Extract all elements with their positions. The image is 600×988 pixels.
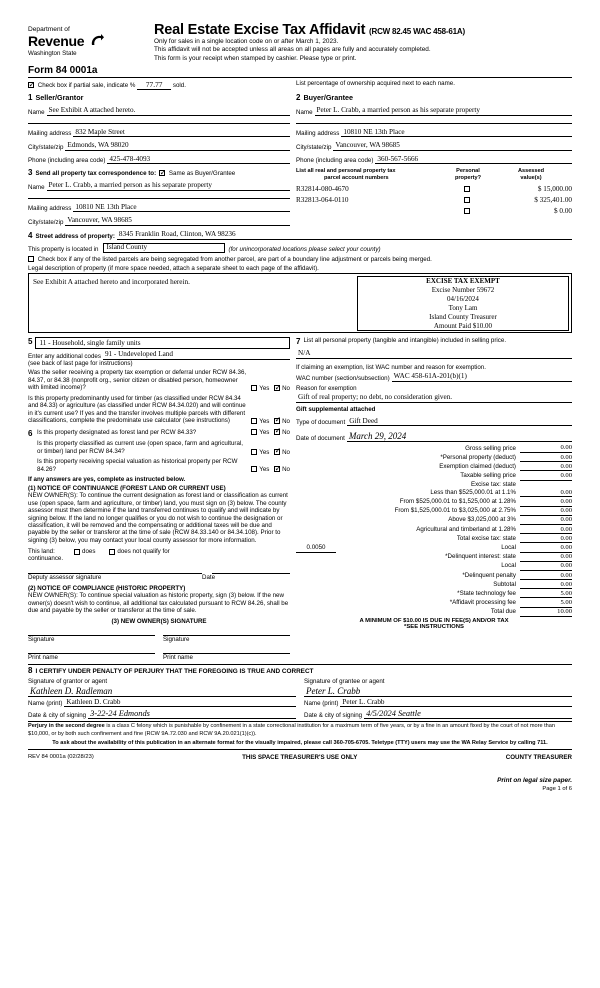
q5-1-no-checkbox[interactable] <box>274 385 280 391</box>
partial-sale-sold: sold. <box>172 82 186 90</box>
additional-codes-row: Enter any additional codes 91 - Undeveloped Land <box>28 351 290 360</box>
correspondence-heading: 3 Send all property tax correspondence to: ✓ Same as Buyer/Grantee <box>28 168 290 177</box>
segregation-checkbox[interactable] <box>28 256 34 262</box>
use-code-section <box>28 337 296 662</box>
grantor-date-input[interactable]: 3-22-24 Edmonds <box>88 708 296 719</box>
partial-sale-row <box>28 80 572 90</box>
rev-number: REV 84 0001a (02/28/23) <box>28 754 94 760</box>
doc-date-input[interactable]: March 29, 2024 <box>347 431 572 442</box>
property-address-section <box>28 231 572 333</box>
header-divider <box>28 77 572 78</box>
correspondence-section <box>28 168 296 226</box>
amount-tier-4[interactable]: 0.00 <box>520 515 572 524</box>
grantee-date-row: Date & city of signing 4/5/2024 Seattle <box>304 708 572 719</box>
doc-type-input[interactable]: Gift Deed <box>347 417 572 426</box>
q6-2-yes-checkbox[interactable] <box>251 449 257 455</box>
table-row: From $1,525,000.01 to $3,025,000 at 2.75% 0.00 <box>394 507 572 515</box>
seller-name-row: Name See Exhibit A attached hereto. <box>28 107 290 116</box>
amount-delinquent-penalty[interactable]: 0.00 <box>520 570 572 579</box>
buyer-phone-input[interactable]: 360-567-5666 <box>375 155 572 164</box>
forest-land-question: 6 Is this property designated as forest land per RCW 84.33? Yes ✓No <box>28 429 290 438</box>
land-does-qualify-checkbox[interactable] <box>74 549 80 555</box>
parcel-assessed-value[interactable]: $ 0.00 <box>554 207 572 216</box>
seller-phone-input[interactable]: 425-478-4093 <box>107 155 290 164</box>
seller-mailing-row: Mailing address 832 Maple Street <box>28 128 290 137</box>
grantor-name-row: Name (print) Kathleen D. Crabb <box>28 698 296 707</box>
segregation-row: Check box if any of the listed parcels are being segregated from another parcel, are part of a boundary line adjustment or parcels being merged. <box>28 256 572 263</box>
reason-label: Reason for exemption <box>296 384 357 392</box>
seller-name-input[interactable]: See Exhibit A attached hereto. <box>47 107 290 116</box>
table-row: Gross selling price 0.00 <box>465 444 572 452</box>
table-row: Excise tax: state <box>470 480 516 488</box>
table-row: Exemption claimed (deduct) 0.00 <box>439 462 572 470</box>
excise-tax-table-2 <box>296 553 572 617</box>
see-instructions-note: *SEE INSTRUCTIONS <box>404 623 464 630</box>
gift-supplemental-title: Gift supplemental attached <box>296 405 376 413</box>
amount-tier-1[interactable]: 0.00 <box>520 488 572 497</box>
parcel-table-section <box>296 168 572 226</box>
ada-note: To ask about the availability of this publication in an alternate format for the visually impaired, please call 360-705-6705. Teletype (TTY) users may use the WA Relay Service by calling 711. <box>52 739 548 746</box>
q5-2-no-checkbox[interactable] <box>274 418 280 424</box>
corr-name-line2[interactable] <box>28 191 290 199</box>
amount-affidavit-processing-fee[interactable]: 5.00 <box>520 598 572 607</box>
amount-ag-timber[interactable]: 0.00 <box>520 524 572 533</box>
header-sub-3: This form is your receipt when stamped by cashier. Please type or print. <box>154 54 357 62</box>
notice-continuance-body: NEW OWNER(S): To continue the current designation as forest land or classification as current use (open space, farm and agriculture, or timber) land, you must sign on (3) below. The county assessor must then determine if the land transferred continues to qualify and will indicate by signing below. If the land no longer qualifies or you do not wish to continue the designation or classification, it will be removed and the compensating or additional taxes will be due and payable by the seller or transferor at the time of sale (RCW 84.33.140 or 84.34.108). Prior to signing (3) below, you may contact your local county assessor for more information. <box>28 492 288 544</box>
corr-city-row: City/state/zip Vancouver, WA 98685 <box>28 217 290 226</box>
grantor-name-input[interactable]: Kathleen D. Crabb <box>64 698 296 707</box>
use-code-row: 5 11 - Household, single family units <box>28 337 290 349</box>
ownership-note: List percentage of ownership acquired next to each name. <box>296 80 455 88</box>
additional-codes-note: (see back of last page for instructions) <box>28 359 133 367</box>
table-row: *Delinquent penalty 0.00 <box>462 571 572 579</box>
assessed-col-header: Assessed value(s) <box>517 168 545 182</box>
personal-property-section <box>296 337 572 662</box>
q6-1-no-checkbox[interactable] <box>274 429 280 435</box>
certify-divider <box>28 664 572 665</box>
deputy-labels-row: Deputy assessor signature Date <box>28 574 216 582</box>
amount-tier-3[interactable]: 0.00 <box>520 506 572 515</box>
parcel-col-header: List all real and personal property tax parcel account numbers <box>296 168 396 182</box>
minimum-due-note: A MINIMUM OF $10.00 IS DUE IN FEE(S) AND/OR TAX <box>359 617 509 624</box>
buyer-title: Buyer/Grantee <box>303 93 353 103</box>
doc-type-row: Type of document Gift Deed <box>296 417 572 426</box>
timber-ag-question: Is this property predominantly used for timber (as classified under RCW 84.34 and 84.33) or agriculture (as classified under RCW 84.34.020) and will continue in it's current use? If yes and the transfer involves multiple parcels with different classifications, complete the predominate use calculator (see instructions) Yes ✓No <box>28 395 290 425</box>
q6-2-no-checkbox[interactable] <box>274 449 280 455</box>
continuance-word: continuance. <box>28 555 64 563</box>
notice-compliance-body: NEW OWNER(S): To continue special valuation as historic property, sign (3) below. If the new owner(s) doesn't wish to continue, all additional tax calculated pursuant to RCW 84.26, shall be due and payable by the seller or transferor at the time of sale. <box>28 592 289 614</box>
amount-state-technology-fee[interactable]: 5.00 <box>520 589 572 598</box>
table-row: Less than $525,000.01 at 1.1% 0.00 <box>430 488 572 497</box>
land-use-code-select[interactable]: 11 - Household, single family units <box>35 337 290 349</box>
amount-exemption-claimed[interactable]: 0.00 <box>520 462 572 471</box>
title-block <box>146 22 572 63</box>
correspondence-label: Send all property tax correspondence to: <box>35 170 157 178</box>
treasurer-use-label: THIS SPACE TREASURER'S USE ONLY <box>242 754 358 761</box>
agency-name: Revenue <box>28 33 146 50</box>
excise-tax-table <box>296 444 572 544</box>
seller-city-row: City/state/zip Edmonds, WA 98020 <box>28 142 290 151</box>
header-sub-2: This affidavit will not be accepted unless all areas on all pages are fully and accurately completed. <box>154 46 431 54</box>
seller-title: Seller/Grantor <box>35 93 84 103</box>
street-address-input[interactable]: 8345 Franklin Road, Clinton, WA 98236 <box>117 231 572 240</box>
same-as-buyer-label: Same as Buyer/Grantee <box>168 170 236 178</box>
amount-subtotal[interactable]: 0.00 <box>520 580 572 589</box>
seller-section <box>28 93 296 164</box>
buyer-phone-row: Phone (including area code) 360-567-5666 <box>296 155 572 164</box>
page-title: Real Estate Excise Tax Affidavit (RCW 82.45 WAC 458-61A) <box>154 22 465 38</box>
q6-1-yes-checkbox[interactable] <box>251 429 257 435</box>
tax-exemption-question: Was the seller receiving a property tax exemption or deferral under RCW 84.36, 84.37, or 84.38 (nonprofit org., senior citizen or disabled person, homeowner with limited income)? Yes ✓No <box>28 369 290 392</box>
excise-tax-exempt-stamp: EXCISE TAX EXEMPT Excise Number 59672 04/16/2024 Tony Lam Island County Treasurer Amount Paid $10.00 <box>357 276 569 331</box>
corr-mailing-row: Mailing address 10810 NE 13th Place <box>28 203 290 212</box>
amount-total-due[interactable]: 10.00 <box>520 607 572 616</box>
buyer-heading: 2 Buyer/Grantee <box>296 93 353 103</box>
notice-continuance-title: (1) NOTICE OF CONTINUANCE (FOREST LAND OR CURRENT USE) <box>28 485 226 493</box>
parcel-account-input[interactable]: R32813-064-0110 <box>296 196 349 205</box>
buyer-city-input[interactable]: Vancouver, WA 98685 <box>333 142 572 151</box>
parcel-account-input[interactable] <box>296 204 446 215</box>
parcel-table <box>296 168 572 215</box>
parcel-assessed-value[interactable]: $ 325,401.00 <box>534 196 572 205</box>
grantor-sign-block: Signature of grantor or agent Kathleen D. Radleman Name (print) Kathleen D. Crabb Date & city of signing 3-22-24 Edmonds <box>28 678 304 719</box>
seller-phone-row: Phone (including area code) 425-478-4093 <box>28 155 290 164</box>
corr-name-row: Name Peter L. Crabb, a married person as his separate property <box>28 182 290 191</box>
grantor-signature-input[interactable]: Kathleen D. Radleman <box>28 685 296 697</box>
grantor-date-row: Date & city of signing 3-22-24 Edmonds <box>28 708 296 719</box>
personal-col-header: Personal property? <box>454 168 482 182</box>
corr-name-input[interactable]: Peter L. Crabb, a married person as his separate property <box>47 182 290 191</box>
grantee-name-input[interactable]: Peter L. Crabb <box>340 698 572 707</box>
wac-number-input[interactable]: WAC 458-61A-201(b)(1) <box>392 373 572 382</box>
partial-sale-label: Check box if partial sale, indicate % <box>37 82 136 90</box>
land-does-not-qualify-checkbox[interactable] <box>109 549 115 555</box>
footer-divider-2 <box>28 749 572 750</box>
table-row: *Delinquent interest: state 0.00 <box>445 553 572 561</box>
certification-section <box>28 666 572 719</box>
current-use-question: Is this property classified as current use (open space, farm and agricultural, or timber) land per RCW 84.34? Yes ✓No <box>28 440 290 455</box>
legal-description-box[interactable]: See Exhibit A attached hereto and incorporated herein. EXCISE TAX EXEMPT Excise Number 59672 04/16/2024 Tony Lam Island County Treasurer Amount Paid $10.00 <box>28 273 572 333</box>
local-rate[interactable]: 0.0050 <box>296 543 336 552</box>
page-number: Page 1 of 6 <box>542 786 572 792</box>
corr-city-input[interactable]: Vancouver, WA 98685 <box>65 217 290 226</box>
table-row <box>296 204 572 215</box>
grantee-sign-block: Signature of grantee or agent Peter L. Crabb Name (print) Peter L. Crabb Date & city of signing 4/5/2024 Seattle <box>304 678 572 719</box>
county-row: This property is located in Island County (for unincorporated locations please select your county) <box>28 243 381 253</box>
buyer-section <box>296 93 572 164</box>
amount-delinquent-interest-state[interactable]: 0.00 <box>520 553 572 562</box>
footer-divider <box>28 721 572 722</box>
table-row: Subtotal 0.00 <box>493 580 572 588</box>
q6-3-yes-checkbox[interactable] <box>251 466 257 472</box>
amount-total-excise-state[interactable]: 0.00 <box>520 534 572 543</box>
amount-gross-selling-price[interactable]: 0.00 <box>520 444 572 453</box>
new-owner-signature-title: (3) NEW OWNER(S) SIGNATURE <box>111 618 207 626</box>
title-rcw: (RCW 82.45 WAC 458-61A) <box>369 27 465 36</box>
parcel-personal-checkbox[interactable] <box>464 208 470 214</box>
new-owner-sig-labels: Signature Signature <box>28 636 190 644</box>
seller-name-line2[interactable] <box>28 116 290 124</box>
buyer-mailing-input[interactable]: 10810 NE 13th Place <box>341 128 572 137</box>
amount-personal-property[interactable]: 0.00 <box>520 452 572 461</box>
parcel-account-input[interactable]: R32814-080-4670 <box>296 185 349 194</box>
same-as-buyer-checkbox[interactable] <box>159 170 165 176</box>
parcel-personal-checkbox[interactable] <box>464 197 470 203</box>
agency-state: Washington State <box>28 50 77 58</box>
corr-mailing-input[interactable]: 10810 NE 13th Place <box>73 203 290 212</box>
perjury-note: Perjury in the second degree is a class C felony which is punishable by confinement in a state correctional institution for a maximum term of five years, or by a fine in an amount fixed by the court of not more than $10,000, or by both such confinement and fine (RCW 9A.72.030 and RCW 9A.20.021(1)(c)). <box>28 723 556 737</box>
form-number: Form 84 0001a <box>28 65 98 77</box>
table-row: Taxable selling price 0.00 <box>460 471 572 479</box>
amount-local[interactable]: 0.00 <box>520 543 572 552</box>
doc-date-row: Date of document March 29, 2024 <box>296 431 572 442</box>
table-row: Total due 10.00 <box>490 608 572 616</box>
seller-city-input[interactable]: Edmonds, WA 98020 <box>65 142 290 151</box>
county-select[interactable]: Island County <box>103 243 225 253</box>
buyer-mailing-row: Mailing address 10810 NE 13th Place <box>296 128 572 137</box>
form-header <box>28 22 572 76</box>
street-address-row: 4 Street address of property: 8345 Franklin Road, Clinton, WA 98236 <box>28 231 572 240</box>
personal-property-input[interactable]: N/A <box>296 346 572 359</box>
agency-dept: Department of <box>28 26 70 33</box>
personal-property-head: 7 List all personal property (tangible and intangible) included in selling price. <box>296 336 507 346</box>
table-row: Agricultural and timberland at 1.28% 0.00 <box>416 525 572 533</box>
notice-compliance-title: (2) NOTICE OF COMPLIANCE (HISTORIC PROPERTY) <box>28 585 186 593</box>
buyer-name-input[interactable]: Peter L. Crabb, a married person as his separate property <box>315 107 572 116</box>
table-row: From $525,000.01 to $1,525,000 at 1.28% 0.00 <box>399 498 572 506</box>
this-land-row: This land: does does not qualify for <box>28 548 170 556</box>
new-owner-print-labels: Print name Print name <box>28 654 193 662</box>
grantee-signature-input[interactable]: Peter L. Crabb <box>304 685 572 697</box>
table-row: Local 0.00 <box>501 562 572 570</box>
partial-sale-percent[interactable]: 77.77 <box>137 80 171 90</box>
excise-tax-local-table <box>296 543 572 552</box>
grantee-name-row: Name (print) Peter L. Crabb <box>304 698 572 707</box>
buyer-name-row: Name Peter L. Crabb, a married person as his separate property <box>296 107 572 116</box>
table-row: Total excise tax: state 0.00 <box>456 534 572 542</box>
legal-desc-label: Legal description of property (if more space needed, attach a separate sheet to each page of the affidavit). <box>28 264 319 272</box>
historic-question: Is this property receiving special valuation as historical property per RCW 84.26? Yes ✓No <box>28 458 290 473</box>
legal-paper-note: Print on legal size paper. <box>497 777 572 784</box>
additional-codes-input[interactable]: 91 - Undeveloped Land <box>103 351 290 360</box>
grantee-date-input[interactable]: 4/5/2024 Seattle <box>364 708 572 719</box>
table-row <box>296 193 572 204</box>
table-row: *State technology fee 5.00 <box>457 589 572 597</box>
header-sub-1: Only for sales in a single location code on or after March 1, 2023. <box>154 38 339 45</box>
treasurer-row <box>28 754 572 761</box>
parcel-personal-checkbox[interactable] <box>464 186 470 192</box>
exemption-label: If claiming an exemption, list WAC number and reason for exemption. <box>296 363 486 371</box>
seller-mailing-input[interactable]: 832 Maple Street <box>73 128 290 137</box>
county-treasurer-label: COUNTY TREASURER <box>505 754 572 761</box>
q5-1-yes-checkbox[interactable] <box>251 385 257 391</box>
seller-heading: 1 Seller/Grantor <box>28 93 84 103</box>
buyer-city-row: City/state/zip Vancouver, WA 98685 <box>296 142 572 151</box>
parcel-assessed-value[interactable]: $ 15,000.00 <box>537 185 572 194</box>
if-any-yes-note: If any answers are yes, complete as instructed below. <box>28 476 186 484</box>
amount-delinquent-interest-local[interactable]: 0.00 <box>520 561 572 570</box>
amount-taxable-selling-price[interactable]: 0.00 <box>520 471 572 480</box>
buyer-name-line2[interactable] <box>296 116 572 124</box>
reason-input[interactable]: Gift of real property; no debt, no consideration given. <box>296 392 572 403</box>
table-row: *Affidavit processing fee 5.00 <box>449 599 572 607</box>
table-row: 0.0050 Local 0.00 <box>296 543 572 552</box>
table-row <box>296 182 572 193</box>
amount-tier-2[interactable]: 0.00 <box>520 497 572 506</box>
partial-sale-checkbox[interactable] <box>28 82 34 88</box>
table-row: *Personal property (deduct) 0.00 <box>440 453 572 461</box>
agency-block <box>28 22 146 76</box>
wac-number-row: WAC number (section/subsection) WAC 458-61A-201(b)(1) <box>296 373 572 382</box>
q6-3-no-checkbox[interactable] <box>274 466 280 472</box>
revenue-logo-icon <box>90 34 104 50</box>
certification-heading: 8 I CERTIFY UNDER PENALTY OF PERJURY THAT THE FOREGOING IS TRUE AND CORRECT <box>28 666 314 676</box>
q5-2-yes-checkbox[interactable] <box>251 418 257 424</box>
table-row: Above $3,025,000 at 3% 0.00 <box>448 516 572 524</box>
